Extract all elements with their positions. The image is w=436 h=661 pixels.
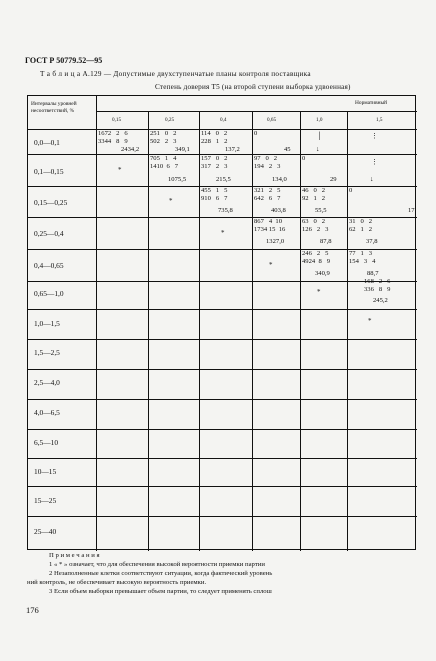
row-label: 0,15—0,25: [34, 198, 68, 207]
plan-cell-line: 336 8 9: [364, 286, 391, 293]
plan-cell-line: 340,9: [315, 270, 330, 277]
plan-cell-line: 1734 15 16: [254, 226, 286, 233]
plan-cell-line: 502 2 3: [150, 138, 177, 145]
plan-cell-line: 63 0 2: [302, 218, 326, 225]
note-2: 2 Незаполненные клетки соответствуют ситуации, когда фактический уровень: [49, 570, 273, 578]
row-rule: [28, 399, 417, 400]
plan-cell-line: 0: [254, 130, 258, 137]
star-mark: *: [368, 317, 372, 325]
notes-title: П р и м е ч а н и я: [49, 552, 100, 559]
plan-cell-line: 2434,2: [121, 146, 140, 153]
plan-cell-line: 1327,0: [266, 238, 285, 245]
column-header: 0,25: [165, 117, 175, 123]
row-label: 25—40: [34, 527, 57, 536]
plan-cell-line: 137,2: [225, 146, 240, 153]
row-rule: [28, 339, 417, 340]
plan-cell-line: 867 4 10: [254, 218, 283, 225]
star-mark: *: [269, 261, 273, 269]
arrow-down-icon: ↓: [316, 145, 320, 153]
note-1: 1 « * » означает, что для обеспечения высокой вероятности приемки партии: [49, 561, 265, 569]
row-label: 0,1—0,15: [34, 167, 64, 176]
plan-cell-line: 0: [349, 187, 353, 194]
column-header: 0,65: [267, 117, 277, 123]
plan-cell-line: 29: [330, 176, 337, 183]
plan-cell-line: 1672 2 6: [98, 130, 128, 137]
star-mark: *: [317, 288, 321, 296]
table-subcaption: Степень доверия Т5 (на второй ступени выборка удвоенная): [155, 83, 351, 91]
plan-cell-line: 455 1 5: [201, 187, 228, 194]
plan-cell-line: 77 1 3: [349, 250, 373, 257]
plan-cell-line: 642 6 7: [254, 195, 281, 202]
plan-cell-line: 228 1 2: [201, 138, 228, 145]
row-label: 0,65—1,0: [34, 289, 64, 298]
row-rule: [28, 369, 417, 370]
plan-cell-line: 317 2 3: [201, 163, 228, 170]
plan-cell-line: 97 0 2: [254, 155, 278, 162]
plan-cell-line: 1410 6 7: [150, 163, 179, 170]
plan-cell-line: 735,8: [218, 207, 233, 214]
plan-cell-line: 46 0 2: [302, 187, 326, 194]
row-label-header: [31, 101, 77, 115]
plan-cell-line: 31 0 2: [349, 218, 373, 225]
column-rule: [347, 111, 348, 551]
plan-cell-line: 4924 8 9: [302, 258, 331, 265]
note-3: 3 Если объем выборки превышает объем партии, то следует применять сплош: [49, 588, 272, 596]
plan-cell-line: 194 2 3: [254, 163, 281, 170]
plan-cell-line: 168 2 6: [364, 278, 391, 285]
plan-cell-line: 245,2: [373, 297, 388, 304]
notes-block: [27, 551, 416, 596]
plan-cell-line: 321 2 5: [254, 187, 281, 194]
plan-cell-line: 215,5: [216, 176, 231, 183]
plan-cell-line: 705 1 4: [150, 155, 177, 162]
row-rule: [28, 458, 417, 459]
header-divider: [97, 111, 417, 112]
plan-cell-line: 55,5: [315, 207, 327, 214]
plan-cell-line: 349,1: [175, 146, 190, 153]
plan-cell-line: 0: [302, 155, 306, 162]
plan-cell-line: 126 2 3: [302, 226, 329, 233]
row-rule: [28, 281, 417, 282]
plan-cell-line: 88,7: [367, 270, 379, 277]
arrow-down-icon: ⋮: [371, 132, 378, 140]
row-rule: [28, 516, 417, 517]
plan-cell-line: 1075,5: [168, 176, 187, 183]
row-rule: [28, 309, 417, 310]
plans-table: [27, 95, 416, 550]
plan-cell-line: 87,8: [320, 238, 332, 245]
table-caption: Т а б л и ц а А.129 — Допустимые двухступенчатые планы контроля поставщика: [40, 70, 311, 78]
row-label: 6,5—10: [34, 438, 59, 447]
row-label: 1,5—2,5: [34, 348, 60, 357]
row-label: 1,0—1,5: [34, 319, 60, 328]
plan-cell-line: 251 0 2: [150, 130, 177, 137]
column-header: 1,0: [316, 117, 323, 123]
row-label: 0,25—0,4: [34, 229, 64, 238]
row-label: 10—15: [34, 467, 57, 476]
plan-cell-line: 17: [408, 207, 415, 214]
note-2-continuation: ний контроль, не обеспечивает высокую вероятность приемки.: [27, 579, 207, 587]
star-mark: *: [169, 197, 173, 205]
plan-cell-line: 114 0 2: [201, 130, 228, 137]
star-mark: *: [221, 229, 225, 237]
plan-cell-line: 62 1 2: [349, 226, 373, 233]
plan-cell-line: 157 0 2: [201, 155, 228, 162]
row-label: 2,5—4,0: [34, 378, 60, 387]
row-rule: [28, 429, 417, 430]
column-rule: [300, 111, 301, 551]
page-number: 176: [26, 605, 39, 615]
arrow-down-icon: ⋮: [371, 158, 378, 166]
row-label: 15—25: [34, 496, 57, 505]
arrow-down-icon: │: [317, 132, 322, 140]
arrow-down-icon: ↓: [370, 175, 374, 183]
plan-cell-line: 92 1 2: [302, 195, 326, 202]
row-label-header-line2: несоответствий, %: [31, 107, 75, 114]
document-id: ГОСТ Р 50779.52—95: [25, 56, 103, 65]
column-header: 1,5: [376, 117, 383, 123]
column-rule: [199, 111, 200, 551]
row-label: 4,0—6,5: [34, 408, 60, 417]
plan-cell-line: 403,8: [271, 207, 286, 214]
plan-cell-line: 154 3 4: [349, 258, 376, 265]
plan-cell-line: 45: [284, 146, 291, 153]
column-rule: [252, 111, 253, 551]
row-rule: [28, 486, 417, 487]
plan-cell-line: 3344 8 9: [98, 138, 128, 145]
row-label: 0,0—0,1: [34, 138, 60, 147]
plan-cell-line: 910 6 7: [201, 195, 228, 202]
normative-header: Нормативный: [355, 100, 388, 106]
star-mark: *: [118, 166, 122, 174]
row-label-header-line1: Интервалы уровней: [31, 101, 77, 107]
column-rule: [148, 111, 149, 551]
plan-cell-line: 37,8: [366, 238, 378, 245]
label-column-rule: [96, 96, 97, 551]
column-header: 0,15: [112, 117, 122, 123]
plan-cell-line: 246 2 5: [302, 250, 329, 257]
column-header: 0,4: [220, 117, 227, 123]
plan-cell-line: 134,0: [272, 176, 287, 183]
row-label: 0,4—0,65: [34, 261, 64, 270]
